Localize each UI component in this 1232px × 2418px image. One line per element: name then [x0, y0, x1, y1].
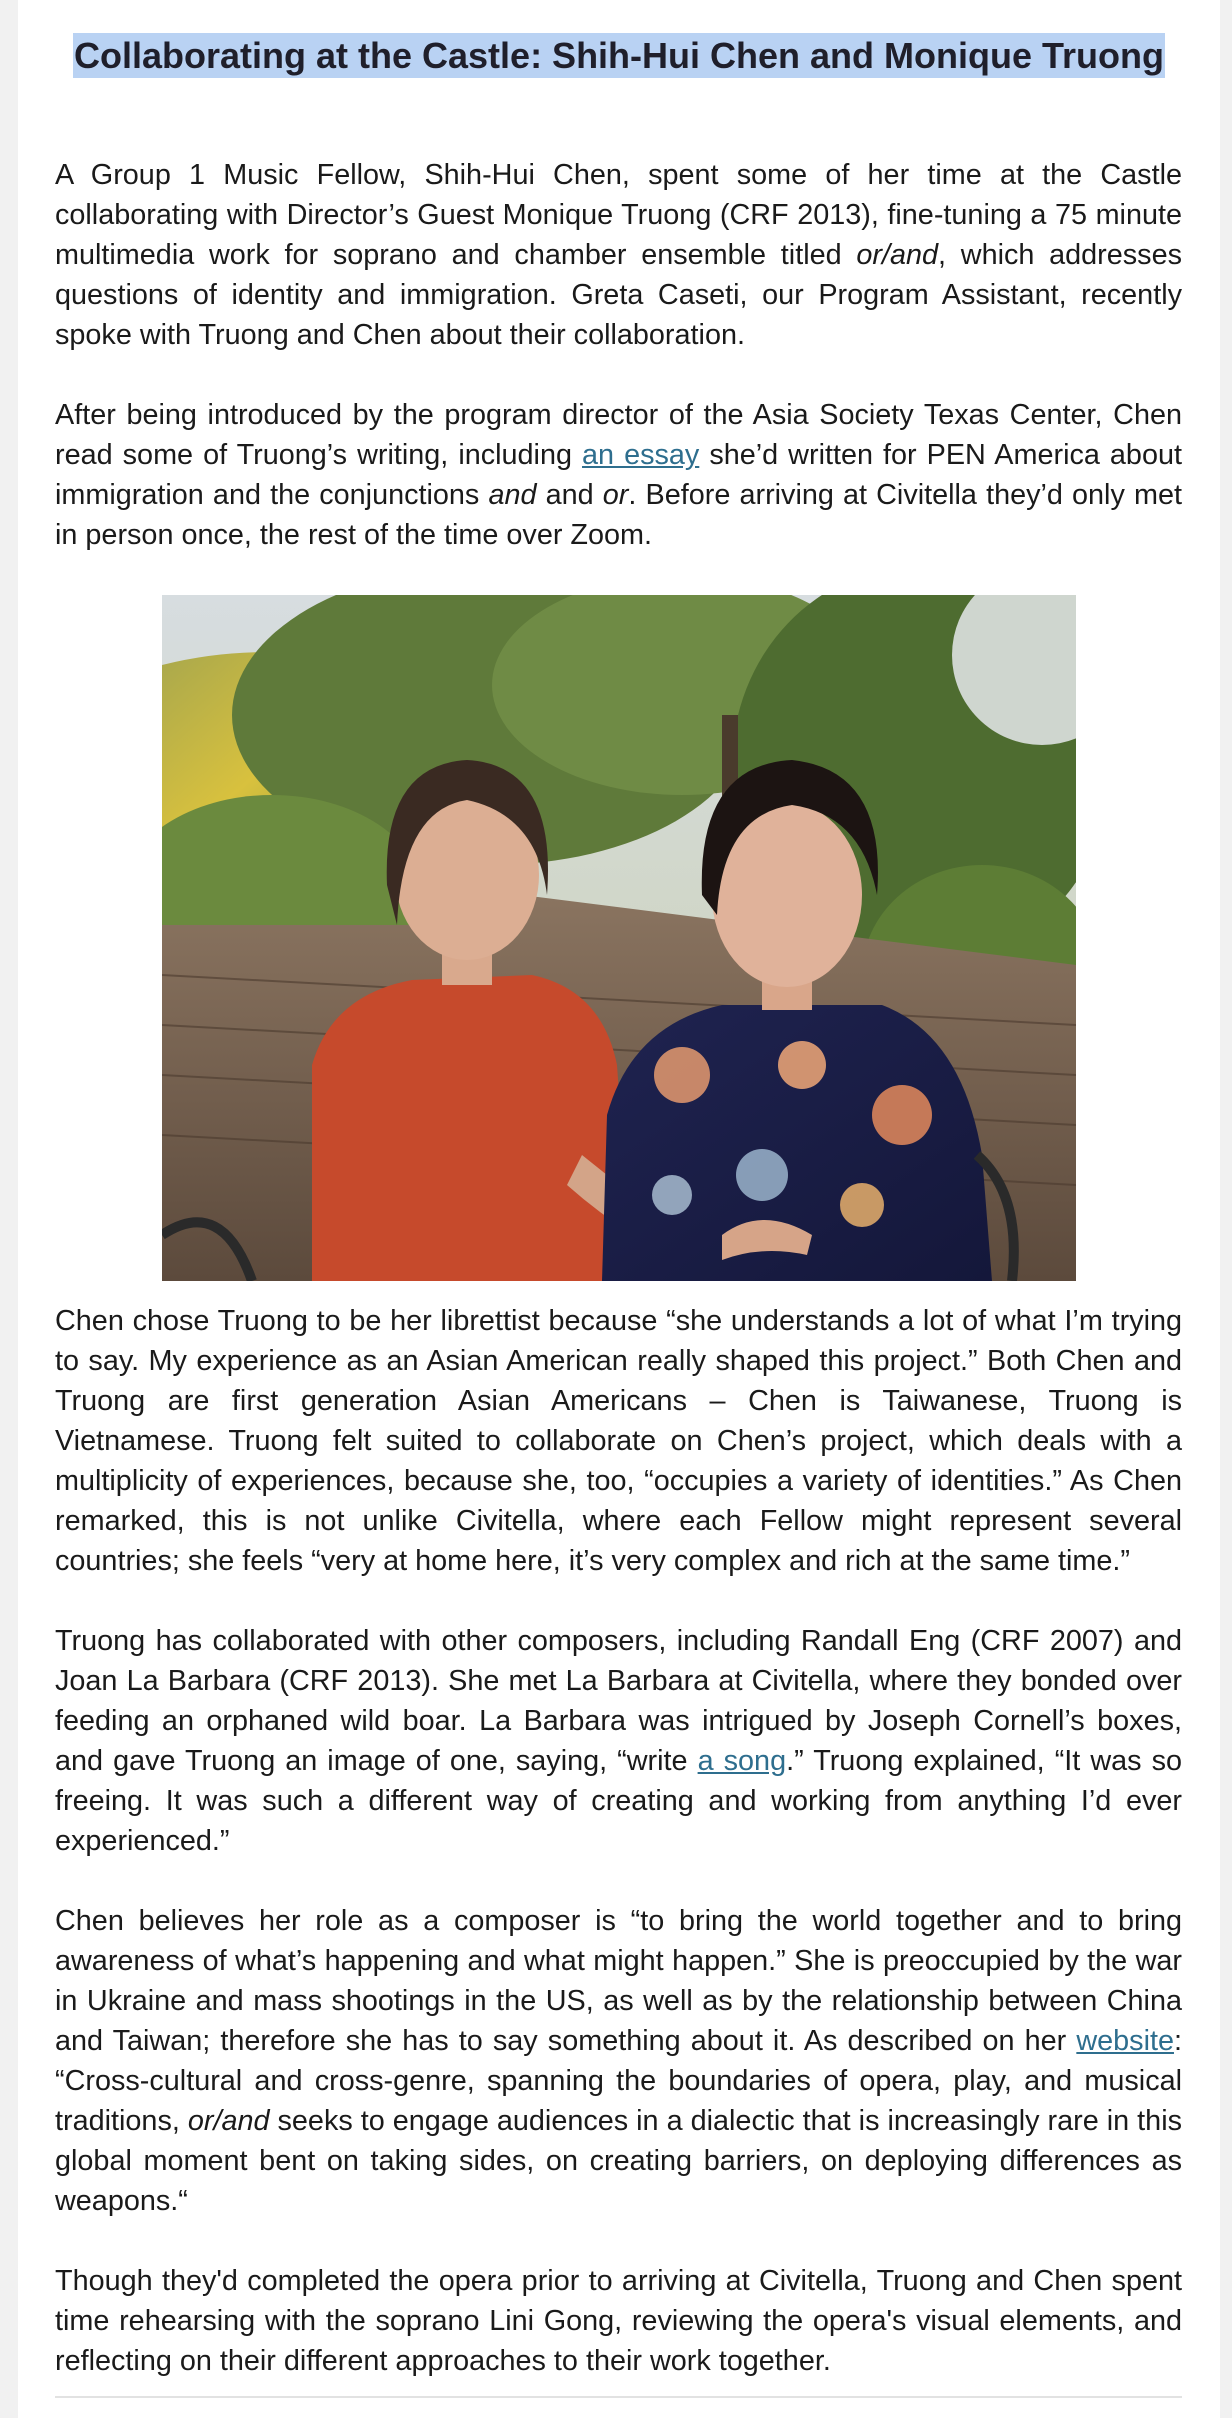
paragraph-librettist: Chen chose Truong to be her librettist because “she understands a lot of what I’m trying to say. My experience as an Asian American really shaped this project.” Both Chen and Truong are first generation Asian Americans – Chen is Taiwanese, Truong is Vietnamese. Truong felt suited to collaborate on Chen’s project, which deals with a multiplicity of experiences, because she, too, “occupies a variety of identities.” As Chen remarked, this is not unlike Civitella, where each Fellow might represent several countries; she feels “very at home here, it’s very complex and rich at the same time.”: [55, 1305, 1182, 1577]
italic-word-and: and: [488, 479, 537, 511]
paragraph-introduction: [55, 395, 1182, 555]
paragraph-text: A Group 1 Music Fellow, Shih-Hui Chen, spent some of her time at the Castle collaborating with Director’s Guest Monique Truong (CRF 2013), fine-tuning a 75 minute multimedia work for soprano and chamber ensemble titled: [55, 159, 1182, 271]
song-link[interactable]: a song: [697, 1745, 787, 1777]
article-photo: [162, 595, 1076, 1281]
footer-divider: [55, 2396, 1182, 2398]
paragraph-text: After being introduced by the program director of the Asia Society Texas Center, Chen read some of Truong’s writing, including: [55, 399, 1182, 471]
paragraph-text: seeks to engage audiences in a dialectic that is increasingly rare in this global moment bent on taking sides, on creating barriers, on deploying differences as weapons.“: [55, 2105, 1182, 2217]
paragraph-text: Truong has collaborated with other composers, including Randall Eng (CRF 2007) and Joan La Barbara (CRF 2013). She met La Barbara at Civitella, where they bonded over feeding an orphaned wild boar. La Barbara was intrigued by Joseph Cornell’s boxes, and gave Truong an image of one, saying, “write: [55, 1625, 1182, 1777]
essay-link[interactable]: an essay: [582, 439, 700, 471]
paragraph-text: , which addresses questions of identity and immigration. Greta Caseti, our Program Assistant, recently spoke with Truong and Chen about their collaboration.: [55, 239, 1182, 351]
article-body: [55, 155, 1182, 2381]
paragraph-text: and: [536, 479, 603, 511]
paragraph-rehearsal: Though they'd completed the opera prior to arriving at Civitella, Truong and Chen spent time rehearsing with the soprano Lini Gong, reviewing the opera's visual elements, and reflecting on their different approaches to their work together.: [55, 2265, 1182, 2377]
article-page: [18, 0, 1220, 2418]
italic-word-or: or: [602, 479, 629, 511]
paragraph-text: .” Truong explained, “It was so freeing. It was such a different way of creating and working from anything I’d ever experienced.”: [55, 1745, 1182, 1857]
work-title-italic: or/and: [187, 2105, 270, 2137]
title-container: [18, 30, 1220, 82]
paragraph-text: . Before arriving at Civitella they’d only met in person once, the rest of the time over Zoom.: [55, 479, 1182, 551]
work-title-italic: or/and: [856, 239, 939, 271]
paragraph-text: she’d written for PEN America about immigration and the conjunctions: [55, 439, 1182, 511]
paragraph-text: Chen believes her role as a composer is “to bring the world together and to bring awareness of what’s happening and what might happen.” She is preoccupied by the war in Ukraine and mass shootings in the US, as well as by the relationship between China and Taiwan; therefore she has to say something about it. As described on her: [55, 1905, 1182, 2057]
paragraph-intro: [55, 155, 1182, 355]
article-title: Collaborating at the Castle: Shih-Hui Chen and Monique Truong: [74, 35, 1164, 76]
paragraph-collaborations: [55, 1621, 1182, 1861]
paragraph-text: : “Cross-cultural and cross-genre, spanning the boundaries of opera, play, and musical traditions,: [55, 2025, 1182, 2137]
paragraph-composer-role: [55, 1901, 1182, 2221]
website-link[interactable]: website: [1076, 2025, 1174, 2057]
